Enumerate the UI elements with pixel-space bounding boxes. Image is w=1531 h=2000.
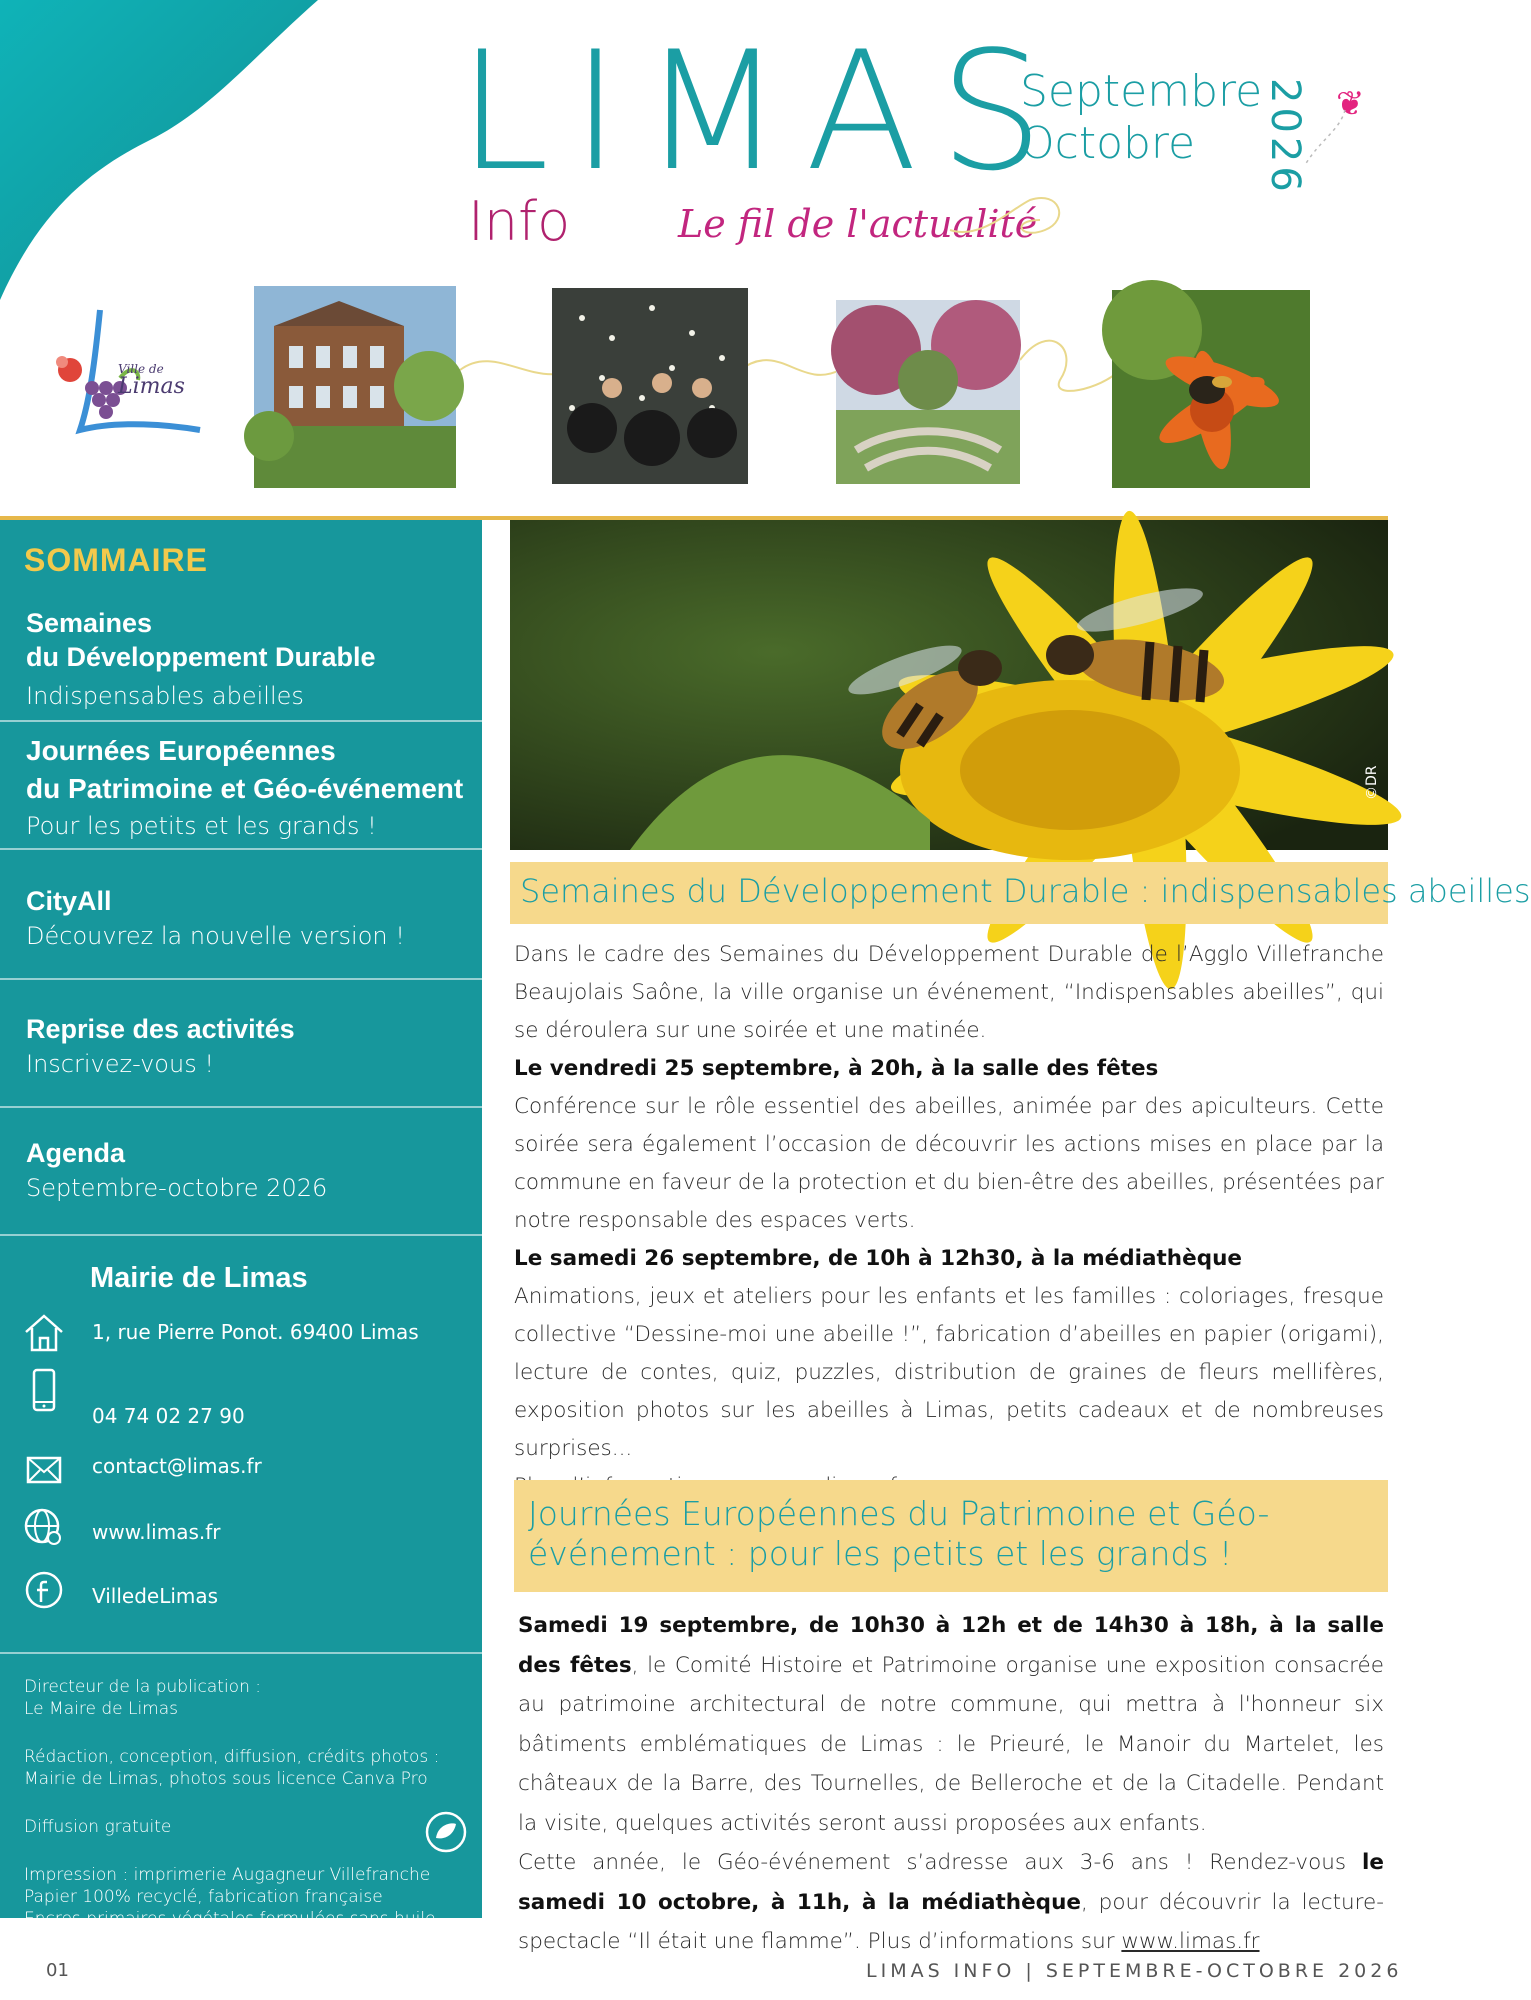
section2-paragraph1 bbox=[518, 1606, 1384, 1843]
photo-bee-on-flower bbox=[1112, 290, 1310, 488]
section2-exhibition-text: , le Comité Histoire et Patrimoine organise une exposition consacrée au patrimoine architectural de notre commune, qui mettra à l'honneur six bâtiments emblématiques de Limas : le Prieuré, le Manoir du Martelet, les châteaux de la Barre, des Tournelles, de Belleroche et de la Citadelle. Pendant la visite, quelques activités seront aussi proposées aux enfants. bbox=[518, 1652, 1384, 1836]
issue-year: 2026 bbox=[1262, 78, 1308, 196]
contact-email[interactable] bbox=[0, 1448, 482, 1498]
section1-date-saturday: Le samedi 26 septembre, de 10h à 12h30, à la médiathèque bbox=[514, 1246, 1242, 1271]
city-logo bbox=[40, 300, 210, 450]
footer-title: LIMAS INFO | SEPTEMBRE-OCTOBRE 2026 bbox=[866, 1960, 1403, 1982]
contact-address bbox=[0, 1310, 482, 1360]
colophon-impression: Impression : imprimerie Augagneur Villefranche Papier 100% recyclé, fabrication française Encres primaires végétales formulées sans huile minérale bbox=[24, 1865, 436, 1951]
butterfly-icon: ❦ bbox=[1336, 84, 1365, 124]
email-text: contact@limas.fr bbox=[92, 1454, 262, 1478]
eco-label-icon bbox=[424, 1810, 468, 1854]
phone-icon bbox=[22, 1368, 66, 1412]
summary-item-subtitle: Découvrez la nouvelle version ! bbox=[26, 922, 405, 950]
section2-geo-date: le samedi 10 octobre, à 11h, à la médiathèque bbox=[518, 1850, 1384, 1915]
contact-facebook[interactable] bbox=[0, 1568, 482, 1618]
section2-title-band bbox=[514, 1480, 1388, 1592]
summary-item-developpement-durable[interactable] bbox=[0, 590, 482, 722]
colophon-redaction: Rédaction, conception, diffusion, crédits photos : Mairie de Limas, photos sous licence Canva Pro bbox=[24, 1747, 440, 1789]
globe-icon bbox=[22, 1506, 66, 1550]
section1-title-band bbox=[510, 862, 1531, 924]
address-text: 1, rue Pierre Ponot. 69400 Limas bbox=[92, 1320, 419, 1344]
section2-geo-intro: Cette année, le Géo-événement s’adresse aux 3-6 ans ! Rendez-vous bbox=[518, 1850, 1363, 1875]
summary-item-subtitle: Septembre-octobre 2026 bbox=[26, 1174, 328, 1202]
hero-photo-credit: ©DR bbox=[1364, 765, 1380, 800]
hero-image-bees bbox=[510, 520, 1388, 850]
section2-body bbox=[518, 1606, 1384, 1962]
phone-text: 04 74 02 27 90 bbox=[92, 1404, 245, 1428]
summary-item-subtitle: Indispensables abeilles bbox=[26, 682, 304, 710]
summary-item-patrimoine[interactable] bbox=[0, 722, 482, 850]
summary-item-activites[interactable] bbox=[0, 980, 482, 1108]
section1-text-friday: Conférence sur le rôle essentiel des abeilles, animée par des apiculteurs. Cette soirée sera également l’occasion de découvrir les actions mises en place par la commune en faveur de la protection et du bien-être des abeilles, présentées par notre responsable des espaces verts. bbox=[514, 1094, 1384, 1233]
photo-town-hall bbox=[254, 286, 456, 488]
section1-title: Semaines du Développement Durable : indispensables abeilles bbox=[520, 872, 1531, 910]
section1-date-friday: Le vendredi 25 septembre, à 20h, à la salle des fêtes bbox=[514, 1056, 1159, 1081]
website-text: www.limas.fr bbox=[92, 1520, 221, 1544]
section2-geo-text: , pour découvrir la lecture-spectacle “Il était une flamme”. Plus d’informations sur bbox=[518, 1889, 1385, 1954]
facebook-icon bbox=[22, 1568, 66, 1612]
contact-phone[interactable] bbox=[0, 1368, 482, 1428]
month-october: Octobre bbox=[1020, 118, 1196, 169]
summary-item-heading: Semaines du Développement Durable bbox=[26, 608, 376, 672]
section1-body bbox=[514, 936, 1384, 1506]
colophon-diffusion: Diffusion gratuite bbox=[24, 1817, 172, 1837]
colophon-director: Directeur de la publication : Le Maire de Limas bbox=[24, 1677, 261, 1719]
logo-text-limas: Limas bbox=[118, 374, 185, 399]
summary-item-heading: Journées Européennes du Patrimoine et Géo-événement bbox=[26, 735, 464, 804]
sidebar-divider bbox=[0, 1652, 482, 1654]
contact-website[interactable] bbox=[0, 1506, 482, 1556]
masthead-info: Info bbox=[468, 190, 571, 253]
section2-exhibition-date: Samedi 19 septembre, de 10h30 à 12h et de 14h30 à 18h, à la salle des fêtes bbox=[518, 1613, 1384, 1678]
corner-wave-decoration bbox=[0, 0, 330, 300]
page-number: 01 bbox=[46, 1960, 69, 1981]
photo-park-blossoms bbox=[836, 300, 1020, 484]
home-icon bbox=[22, 1310, 66, 1354]
section2-paragraph2 bbox=[518, 1843, 1384, 1962]
mairie-title: Mairie de Limas bbox=[90, 1262, 308, 1294]
section2-title: Journées Européennes du Patrimoine et Géo-événement : pour les petits et les grands ! bbox=[528, 1494, 1270, 1573]
facebook-text: VilledeLimas bbox=[92, 1584, 219, 1608]
section2-link[interactable]: www.limas.fr bbox=[1121, 1929, 1260, 1954]
summary-item-subtitle: Inscrivez-vous ! bbox=[26, 1050, 214, 1078]
photo-wedding-celebration bbox=[552, 288, 748, 484]
summary-item-agenda[interactable] bbox=[0, 1108, 482, 1236]
tagline: Le fil de l'actualité bbox=[678, 202, 1038, 246]
section1-text-saturday: Animations, jeux et ateliers pour les enfants et les familles : coloriages, fresque collective “Dessine-moi une abeille !”, fabrication d’abeilles en papier (origami), lecture de contes, quiz, puzzles, distribution de graines de fleurs mellifères, exposition photos sur les abeilles à Limas, petits cadeaux et de nombreuses surprises... bbox=[514, 1284, 1384, 1461]
summary-title: SOMMAIRE bbox=[24, 542, 208, 578]
summary-item-cityall[interactable] bbox=[0, 850, 482, 980]
mail-icon bbox=[22, 1448, 66, 1492]
section1-intro: Dans le cadre des Semaines du Développement Durable de l’Agglo Villefranche Beaujolais Saône, la ville organise un événement, “Indispensables abeilles”, qui se déroulera sur une soirée et une matinée. bbox=[514, 942, 1384, 1043]
logo-text-ville: Ville de bbox=[118, 362, 164, 376]
summary-item-heading: CityAll bbox=[26, 886, 112, 916]
butterfly-trail-decoration bbox=[1300, 100, 1360, 170]
sidebar-summary bbox=[0, 520, 482, 1951]
summary-item-subtitle: Pour les petits et les grands ! bbox=[26, 812, 377, 840]
tagline-swirl-decoration bbox=[950, 190, 1080, 250]
masthead-title: LIMAS bbox=[458, 16, 1066, 207]
summary-item-heading: Reprise des activités bbox=[26, 1014, 295, 1044]
month-september: Septembre bbox=[1020, 66, 1263, 117]
issue-months bbox=[1020, 66, 1262, 170]
summary-item-heading: Agenda bbox=[26, 1138, 126, 1168]
